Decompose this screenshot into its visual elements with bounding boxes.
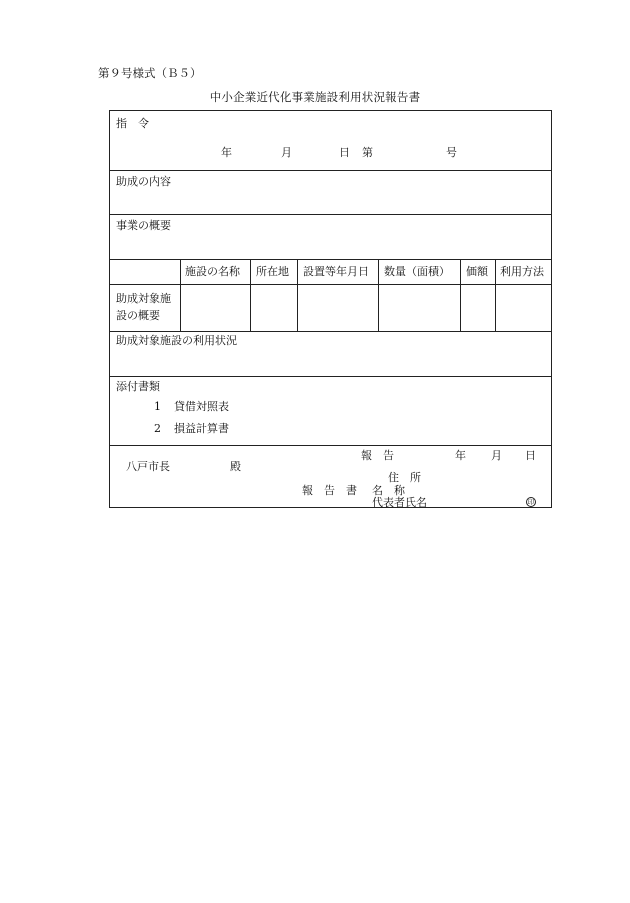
divider-table-header (110, 284, 551, 285)
report-day: 日 (525, 449, 536, 462)
attachment-1-number: 1 (154, 400, 161, 413)
col-divider-4 (378, 259, 379, 331)
name-label: 名 称 (372, 484, 405, 497)
directive-no-suffix: 号 (446, 146, 457, 159)
representative-name-label: 代表者氏名 (372, 496, 427, 509)
divider-directive (110, 170, 551, 171)
row-label-line2: 設の概要 (116, 309, 160, 322)
subsidy-content-label: 助成の内容 (116, 175, 171, 188)
attachment-2-text: 損益計算書 (174, 422, 229, 435)
divider-outline (110, 259, 551, 260)
column-header-location: 所在地 (256, 265, 289, 278)
report-year: 年 (455, 449, 466, 462)
attachments-label: 添付書類 (116, 380, 160, 393)
divider-attachments (110, 445, 551, 446)
form-title: 中小企業近代化事業施設利用状況報告書 (209, 90, 421, 104)
col-divider-2 (250, 259, 251, 331)
directive-month: 月 (281, 146, 292, 159)
column-header-install-date: 設置等年月日 (303, 265, 369, 278)
divider-usage (110, 376, 551, 377)
directive-no-prefix: 第 (362, 146, 373, 159)
attachment-1-text: 貸借対照表 (174, 400, 229, 413)
col-divider-3 (297, 259, 298, 331)
row-label-line1: 助成対象施 (116, 292, 171, 305)
divider-content (110, 214, 551, 215)
reporter-label: 報 告 書 (302, 484, 357, 497)
report-label: 報 告 (361, 449, 394, 462)
col-divider-6 (495, 259, 496, 331)
column-header-value: 価額 (466, 265, 488, 278)
project-outline-label: 事業の概要 (116, 219, 171, 232)
addressee: 八戸市長 (126, 460, 170, 473)
form-number: 第９号様式（Ｂ５） (98, 66, 202, 80)
column-header-usage-method: 利用方法 (500, 265, 544, 278)
col-divider-1 (180, 259, 181, 331)
directive-day: 日 (339, 146, 350, 159)
attachment-2-number: 2 (154, 422, 161, 435)
divider-table-row (110, 331, 551, 332)
column-header-facility-name: 施設の名称 (185, 265, 240, 278)
address-label: 住 所 (388, 471, 421, 484)
report-month: 月 (491, 449, 502, 462)
seal-mark: 印 (527, 498, 535, 506)
honorific: 殿 (230, 460, 241, 473)
usage-status-label: 助成対象施設の利用状況 (116, 334, 237, 347)
directive-label: 指 令 (116, 117, 149, 130)
col-divider-5 (460, 259, 461, 331)
column-header-quantity: 数量（面積） (384, 265, 450, 278)
directive-year: 年 (221, 146, 232, 159)
report-form-table (109, 110, 552, 508)
